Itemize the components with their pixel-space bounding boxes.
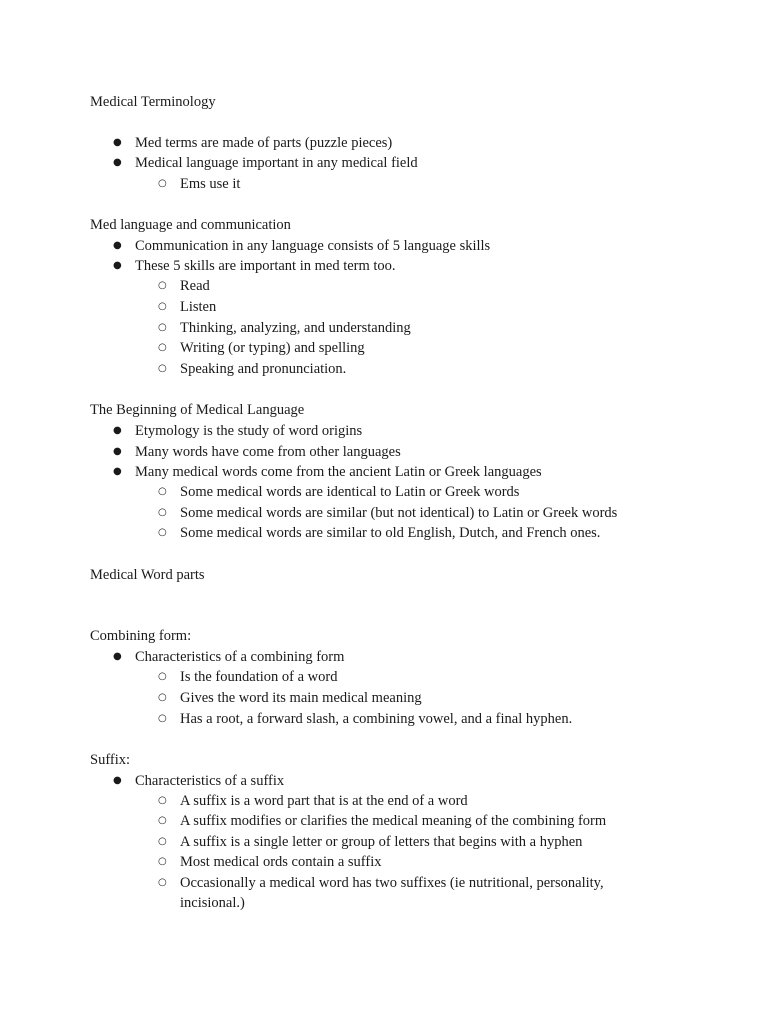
bullet-item: ● Etymology is the study of word origins (135, 421, 362, 441)
section-heading: The Beginning of Medical Language (90, 402, 305, 418)
sub-bullet-item: ○ A suffix modifies or clarifies the medical meaning of the combining form (180, 811, 606, 831)
sub-bullet-item: ○ A suffix is a word part that is at the end of a word (180, 791, 468, 811)
bullet-item: ● Communication in any language consists of 5 language skills (135, 236, 490, 256)
sub-bullet-item: ○ Gives the word its main medical meaning (180, 688, 422, 708)
sub-bullet-item: ○ Some medical words are similar to old English, Dutch, and French ones. (180, 523, 600, 543)
section-heading: Medical Terminology (90, 94, 216, 110)
bullet-item: ● These 5 skills are important in med term too. (135, 256, 396, 276)
sub-bullet-item: ○ Is the foundation of a word (180, 667, 337, 687)
sub-bullet-item: ○ Has a root, a forward slash, a combining vowel, and a final hyphen. (180, 709, 572, 729)
bullet-item: ● Characteristics of a suffix (135, 771, 284, 791)
sub-bullet-item: ○ Thinking, analyzing, and understanding (180, 318, 411, 338)
section-heading: Suffix: (90, 752, 131, 768)
section-heading: Med language and communication (90, 217, 291, 233)
sub-bullet-item: ○ Listen (180, 297, 216, 317)
sub-bullet-item: ○ A suffix is a single letter or group of letters that begins with a hyphen (180, 832, 582, 852)
sub-bullet-item: ○ Writing (or typing) and spelling (180, 338, 365, 358)
sub-bullet-item: ○ Occasionally a medical word has two suffixes (ie nutritional, personality, incisional.) (180, 873, 640, 913)
sub-bullet-item: ○ Ems use it (180, 174, 240, 194)
section-heading: Medical Word parts (90, 567, 205, 583)
section-heading: Combining form: (90, 628, 192, 644)
bullet-item: ● Medical language important in any medical field (135, 153, 418, 173)
bullet-item: ● Med terms are made of parts (puzzle pieces) (135, 133, 392, 153)
bullet-item: ● Many medical words come from the ancient Latin or Greek languages (135, 462, 542, 482)
sub-bullet-item: ○ Most medical ords contain a suffix (180, 852, 382, 872)
sub-bullet-item: ○ Some medical words are similar (but not identical) to Latin or Greek words (180, 503, 617, 523)
sub-bullet-item: ○ Read (180, 276, 210, 296)
bullet-item: ● Characteristics of a combining form (135, 647, 344, 667)
bullet-item: ● Many words have come from other languages (135, 442, 401, 462)
sub-bullet-item: ○ Speaking and pronunciation. (180, 359, 346, 379)
sub-bullet-item: ○ Some medical words are identical to Latin or Greek words (180, 482, 519, 502)
